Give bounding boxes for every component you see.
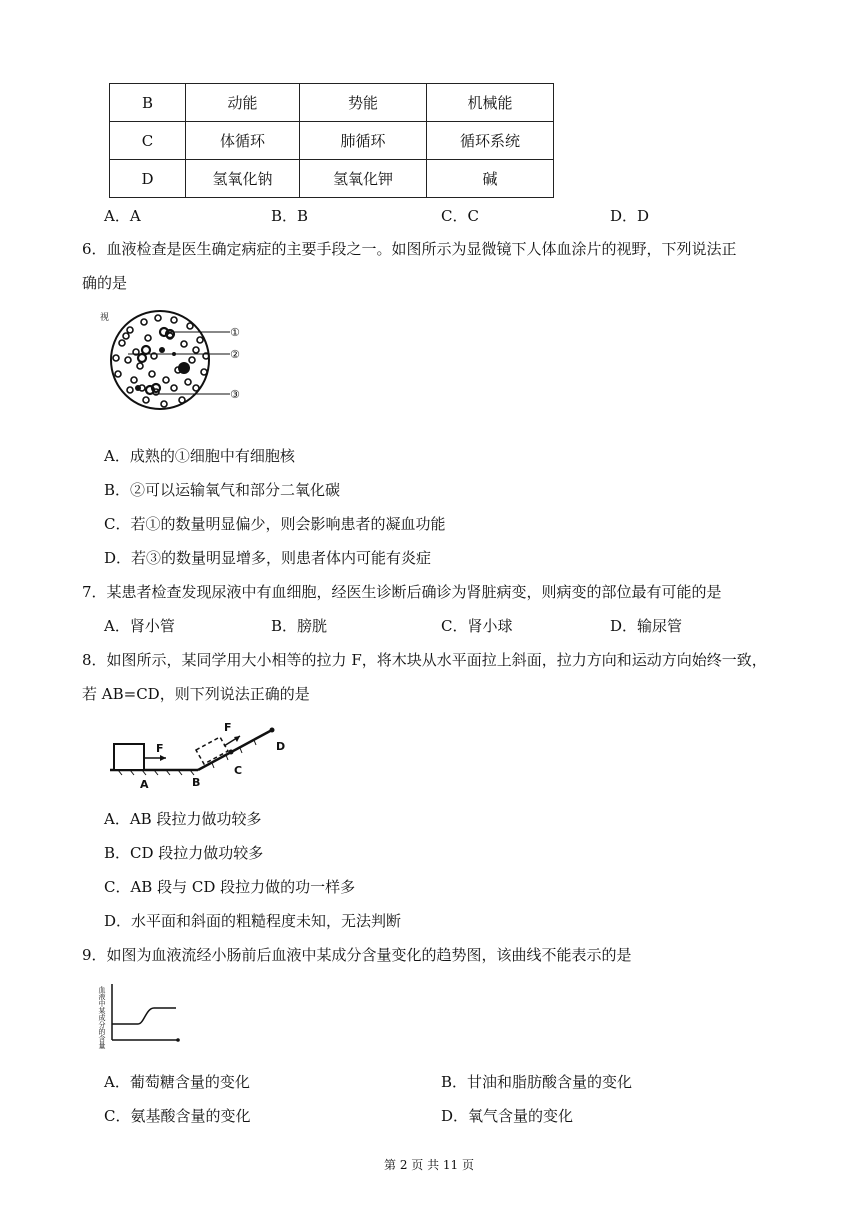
q8-stem: 8．如图所示，某同学用大小相等的拉力 F，将木块从水平面拉上斜面，拉力方向和运动方向始终一致，	[82, 651, 767, 669]
table-row	[110, 84, 554, 122]
q5-option-a[interactable]: A．A	[104, 207, 141, 225]
trend-curve-figure	[100, 980, 190, 1055]
point-c-label: C	[234, 764, 243, 777]
q9-stem: 9．如图为血液流经小肠前后血液中某成分含量变化的趋势图，该曲线不能表示的是	[82, 946, 632, 964]
q7-option-d[interactable]: D．输尿管	[610, 617, 683, 635]
q5-option-d[interactable]: D．D	[610, 207, 650, 225]
q7-option-c[interactable]: C．肾小球	[441, 617, 513, 635]
point-a-label: A	[140, 778, 149, 791]
options-table	[109, 83, 554, 198]
table-cell: 氢氧化钾	[300, 160, 427, 198]
table-row	[110, 160, 554, 198]
q9-option-a[interactable]: A．葡萄糖含量的变化	[104, 1073, 250, 1091]
q5-option-c[interactable]: C．C	[441, 207, 479, 225]
table-cell: 肺循环	[300, 122, 427, 160]
table-cell: 体循环	[186, 122, 300, 160]
q9-option-c[interactable]: C．氨基酸含量的变化	[104, 1107, 251, 1125]
q7-option-b[interactable]: B．膀胱	[271, 617, 328, 635]
table-cell: 势能	[300, 84, 427, 122]
q5-option-b[interactable]: B．B	[271, 207, 309, 225]
q8-option-a[interactable]: A．AB 段拉力做功较多	[104, 810, 262, 828]
force-label-1: F	[156, 742, 164, 755]
q6-stem-cont: 确的是	[82, 274, 128, 292]
q6-option-d[interactable]: D．若③的数量明显增多，则患者体内可能有炎症	[104, 549, 432, 567]
label-2: ②	[230, 348, 240, 361]
label-3: ③	[230, 388, 240, 401]
table-row	[110, 122, 554, 160]
q8-option-c[interactable]: C．AB 段与 CD 段拉力做的功一样多	[104, 878, 356, 896]
force-label-2: F	[224, 721, 232, 734]
q8-option-d[interactable]: D．水平面和斜面的粗糙程度未知，无法判断	[104, 912, 402, 930]
q6-option-b[interactable]: B．②可以运输氧气和部分二氧化碳	[104, 481, 341, 499]
table-cell: C	[110, 122, 186, 160]
point-b-label: B	[192, 776, 201, 789]
page-footer: 第 2 页 共 11 页	[384, 1158, 474, 1172]
q7-stem: 7．某患者检查发现尿液中有血细胞，经医生诊断后确诊为肾脏病变，则病变的部位最有可能的是	[82, 583, 722, 601]
table-cell: 氢氧化钠	[186, 160, 300, 198]
table-cell: B	[110, 84, 186, 122]
q9-option-b[interactable]: B．甘油和脂肪酸含量的变化	[441, 1073, 633, 1091]
table-cell: 动能	[186, 84, 300, 122]
q7-option-a[interactable]: A．肾小管	[104, 617, 175, 635]
y-axis-label: 血液中某成分的含量	[98, 986, 106, 1049]
table-cell: 机械能	[427, 84, 554, 122]
q6-option-a[interactable]: A．成熟的①细胞中有细胞核	[104, 447, 295, 465]
table-cell: D	[110, 160, 186, 198]
figure-corner-label: 视	[100, 313, 110, 323]
table-cell: 循环系统	[427, 122, 554, 160]
table-cell: 碱	[427, 160, 554, 198]
q8-stem-cont: 若 AB=CD，则下列说法正确的是	[82, 685, 310, 703]
label-1: ①	[230, 326, 240, 339]
incline-figure	[108, 718, 298, 793]
point-d-label: D	[276, 740, 286, 753]
q6-stem: 6．血液检查是医生确定病症的主要手段之一。如图所示为显微镜下人体血涂片的视野，下列说法正	[82, 240, 737, 258]
q6-option-c[interactable]: C．若①的数量明显偏少，则会影响患者的凝血功能	[104, 515, 446, 533]
q9-option-d[interactable]: D．氧气含量的变化	[441, 1107, 574, 1125]
q8-option-b[interactable]: B．CD 段拉力做功较多	[104, 844, 264, 862]
blood-smear-figure	[100, 308, 250, 413]
